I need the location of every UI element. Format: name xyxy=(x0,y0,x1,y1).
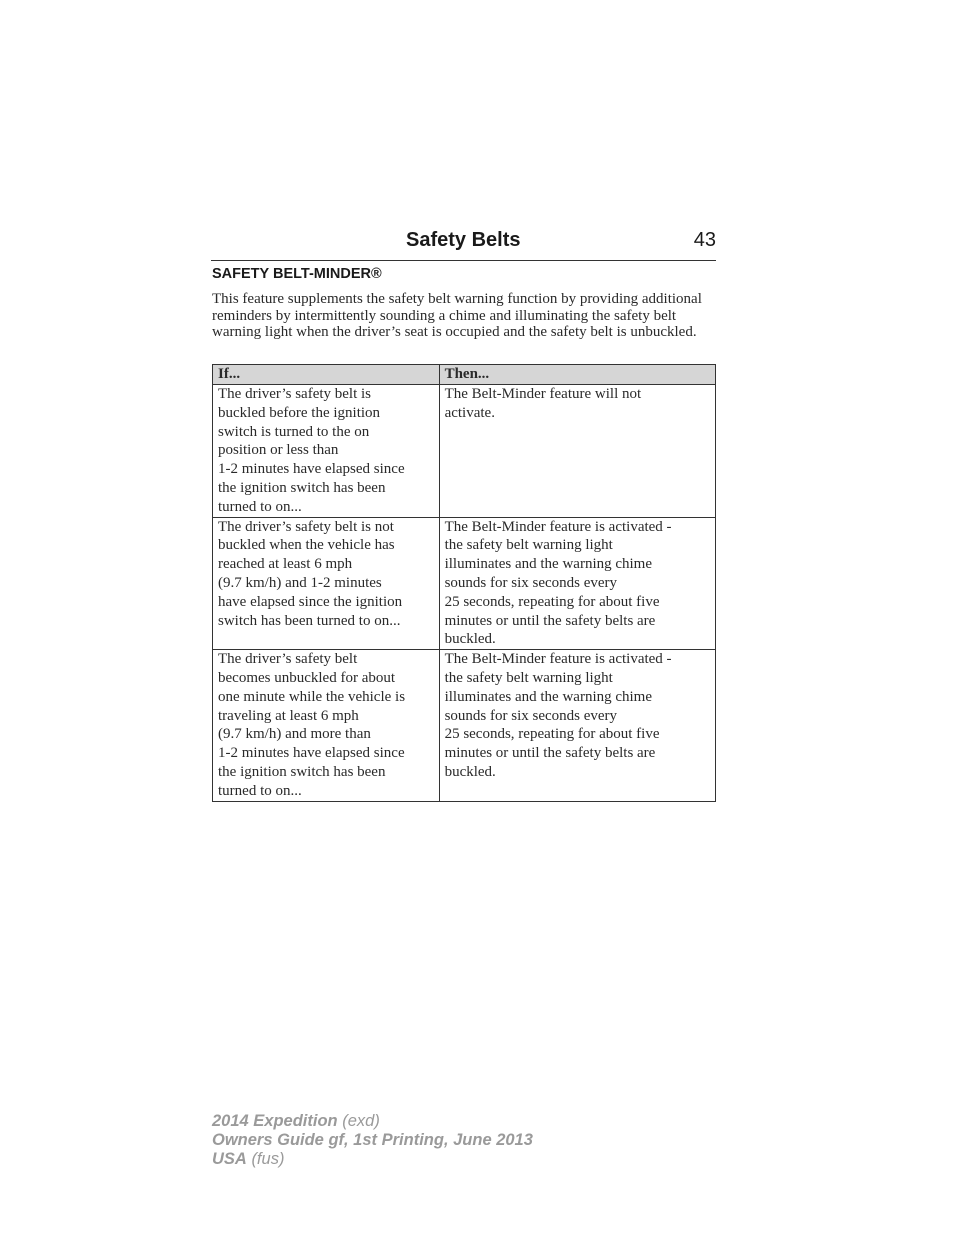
cell-text-line: the safety belt warning light xyxy=(444,669,613,686)
footer-model-code: (exd) xyxy=(342,1112,380,1130)
footer-line-1 xyxy=(212,1112,533,1131)
cell-text-line: 25 seconds, repeating for about five xyxy=(444,593,660,610)
cell-text-line: have elapsed since the ignition xyxy=(218,593,403,610)
cell-text-line: buckled. xyxy=(444,763,496,780)
cell-text-line: 25 seconds, repeating for about five xyxy=(444,726,660,743)
page-header xyxy=(211,228,716,261)
footer-model: 2014 Expedition xyxy=(212,1112,338,1130)
table-row xyxy=(213,650,716,801)
cell-text-line: turned to on... xyxy=(218,498,302,515)
result-cell xyxy=(439,650,715,801)
cell-text-line: buckled when the vehicle has xyxy=(218,537,395,554)
page-title: Safety Belts xyxy=(406,229,521,251)
cell-text-line: switch has been turned to on... xyxy=(218,612,401,629)
cell-text-line: The driver’s safety belt xyxy=(218,651,358,668)
cell-text-line: the safety belt warning light xyxy=(444,537,613,554)
cell-text-line: buckled before the ignition xyxy=(218,404,381,421)
cell-text-line: turned to on... xyxy=(218,782,302,799)
cell-text-line: (9.7 km/h) and 1-2 minutes xyxy=(218,574,382,591)
result-cell xyxy=(439,385,715,518)
footer-line-3 xyxy=(212,1150,533,1169)
cell-text-line: illuminates and the warning chime xyxy=(444,556,653,573)
footer-line-2 xyxy=(212,1131,533,1150)
result-cell xyxy=(439,517,715,650)
cell-text-line: The driver’s safety belt is not xyxy=(218,518,394,535)
page-number: 43 xyxy=(693,229,716,251)
cell-text-line: one minute while the vehicle is xyxy=(218,688,406,705)
cell-text-line: becomes unbuckled for about xyxy=(218,669,396,686)
footer-printing: Owners Guide gf, 1st Printing, June 2013 xyxy=(212,1131,533,1149)
cell-text-line: the ignition switch has been xyxy=(218,763,386,780)
cell-text-line: traveling at least 6 mph xyxy=(218,707,359,724)
column-header-if: If... xyxy=(213,365,440,385)
condition-cell xyxy=(213,385,440,518)
cell-text-line: 1-2 minutes have elapsed since xyxy=(218,745,405,762)
cell-text-line: The Belt-Minder feature is activated - xyxy=(444,651,672,668)
cell-text-line: The Belt-Minder feature is activated - xyxy=(444,518,672,535)
belt-minder-table xyxy=(212,364,716,802)
cell-text-line: buckled. xyxy=(444,631,496,648)
condition-cell xyxy=(213,650,440,801)
cell-text-line: The Belt-Minder feature will not xyxy=(444,386,642,402)
cell-text-line: the ignition switch has been xyxy=(218,479,386,496)
cell-text-line: reached at least 6 mph xyxy=(218,556,353,573)
table-row xyxy=(213,517,716,650)
table-header-row xyxy=(213,365,716,385)
cell-text-line: minutes or until the safety belts are xyxy=(444,612,656,629)
cell-text-line: The driver’s safety belt is xyxy=(218,386,372,402)
cell-text-line: sounds for six seconds every xyxy=(444,574,618,591)
section-heading: SAFETY BELT-MINDER® xyxy=(212,266,382,282)
cell-text-line: (9.7 km/h) and more than xyxy=(218,726,371,743)
cell-text-line: activate. xyxy=(444,404,495,421)
column-header-then: Then... xyxy=(439,365,715,385)
table-body xyxy=(213,385,716,802)
cell-text-line: minutes or until the safety belts are xyxy=(444,745,656,762)
footer-market-code: (fus) xyxy=(251,1150,285,1168)
cell-text-line: illuminates and the warning chime xyxy=(444,688,653,705)
footer-market: USA xyxy=(212,1150,247,1168)
cell-text-line: switch is turned to the on xyxy=(218,423,370,440)
document-footer xyxy=(212,1112,533,1169)
cell-text-line: 1-2 minutes have elapsed since xyxy=(218,461,405,478)
intro-paragraph: This feature supplements the safety belt warning function by providing additional reminders by intermittently sounding a chime and illuminating the safety belt warning light when the driver’s seat is occupied and the safety belt is unbuckled. xyxy=(212,291,702,341)
cell-text-line: position or less than xyxy=(218,442,339,459)
table-row xyxy=(213,385,716,518)
cell-text-line: sounds for six seconds every xyxy=(444,707,618,724)
condition-cell xyxy=(213,517,440,650)
